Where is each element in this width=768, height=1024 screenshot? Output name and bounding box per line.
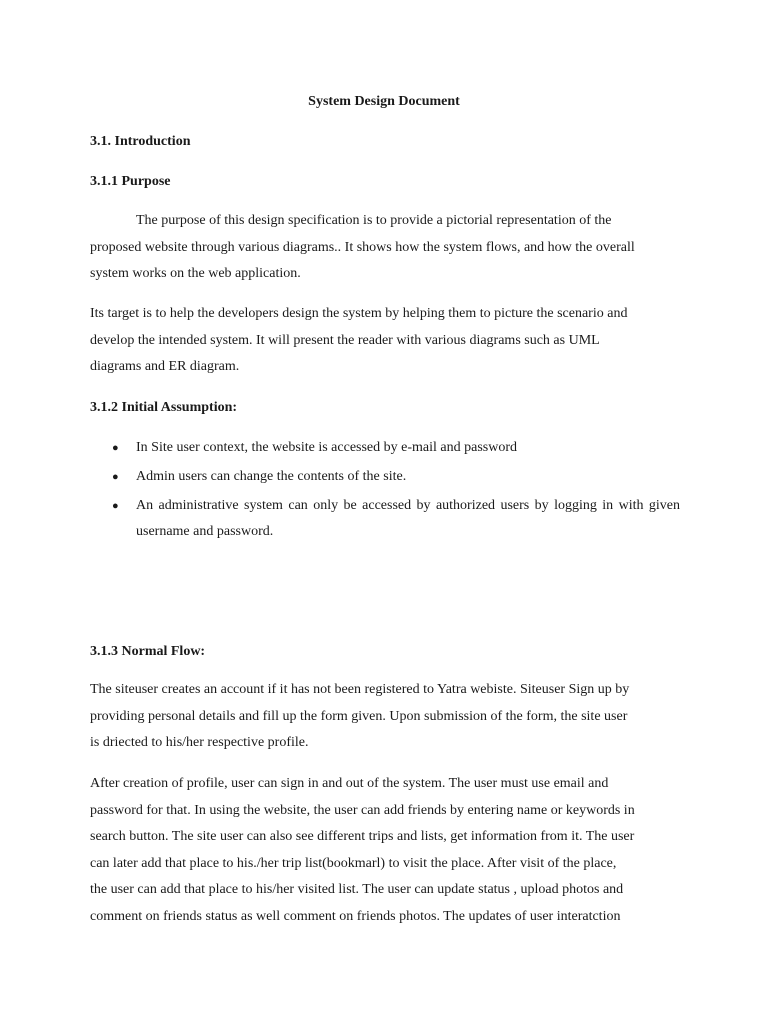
list-item [90, 435, 680, 461]
flow-p1-line-2: providing personal details and fill up the form given. Upon submission of the form, the site user [90, 708, 628, 724]
purpose-p1-line-2: proposed website through various diagrams.. It shows how the system flows, and how the overall [90, 239, 635, 255]
purpose-p2-line-1: Its target is to help the developers design the system by helping them to picture the scenario and [90, 306, 628, 321]
flow-p1-line-1: The siteuser creates an account if it has not been registered to Yatra webiste. Siteuser Sign up by [90, 682, 630, 697]
purpose-p2-line-3: diagrams and ER diagram. [90, 359, 240, 374]
list-item-text: Admin users can change the contents of the site. [136, 469, 407, 484]
heading-initial-assumption: 3.1.2 Initial Assumption: [90, 400, 238, 415]
flow-p2-line-2: password for that. In using the website, the user can add friends by entering name or keywords in [90, 802, 635, 818]
list-item [90, 464, 680, 490]
flow-p2-line-4: can later add that place to his./her trip list(bookmarl) to visit the place. After visit of the place, [90, 855, 617, 871]
list-item [90, 493, 680, 545]
purpose-p1-line-1: The purpose of this design specification is to provide a pictorial representation of the [136, 213, 612, 228]
document-title: System Design Document [308, 94, 460, 109]
flow-p2-line-5: the user can add that place to his/her visited list. The user can update status , upload photos and [90, 882, 624, 897]
heading-purpose: 3.1.1 Purpose [90, 174, 171, 189]
purpose-paragraph-1 [90, 208, 680, 288]
purpose-p2-line-2: develop the intended system. It will present the reader with various diagrams such as UML [90, 332, 600, 348]
list-item-text: An administrative system can only be accessed by authorized users by logging in with given username and password. [136, 498, 680, 539]
purpose-paragraph-2 [90, 301, 680, 381]
flow-p2-line-6: comment on friends status as well comment on friends photos. The updates of user interatction [90, 908, 621, 924]
flow-p2-line-1: After creation of profile, user can sign in and out of the system. The user must use email and [90, 776, 609, 791]
list-item-text: In Site user context, the website is accessed by e-mail and password [136, 440, 518, 455]
bullet-icon: ● [112, 500, 119, 512]
bullet-icon: ● [112, 471, 119, 483]
normal-flow-paragraph-1 [90, 677, 680, 757]
flow-p2-line-3: search button. The site user can also see different trips and lists, get information from it. The user [90, 829, 635, 844]
flow-p1-line-3: is driected to his/her respective profile. [90, 735, 309, 750]
assumption-list [90, 435, 680, 548]
purpose-p1-line-3: system works on the web application. [90, 266, 301, 281]
heading-introduction: 3.1. Introduction [90, 134, 191, 149]
heading-normal-flow: 3.1.3 Normal Flow: [90, 644, 206, 659]
normal-flow-paragraph-2 [90, 771, 680, 930]
bullet-icon: ● [112, 442, 119, 454]
